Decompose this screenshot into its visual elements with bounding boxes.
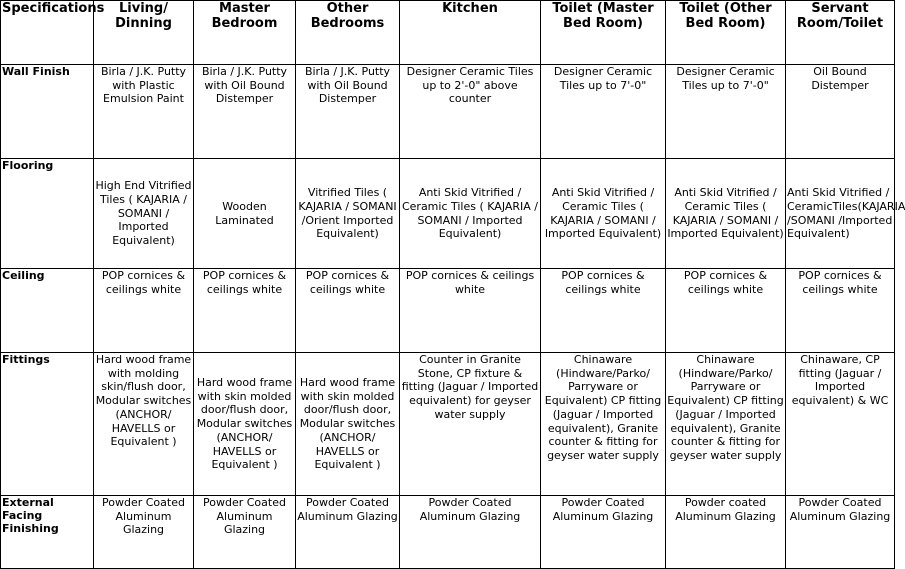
table-cell: POP cornices & ceilings white [400, 269, 541, 353]
table-cell: High End Vitrified Tiles ( KAJARIA / SOMANI / Imported Equivalent) [94, 159, 194, 269]
table-cell: Hard wood frame with molding skin/flush door, Modular switches (ANCHOR/ HAVELLS or Equivalent ) [94, 353, 194, 496]
header-specifications: Specifications [1, 1, 94, 65]
table-cell: Designer Ceramic Tiles up to 7'-0" [541, 65, 666, 159]
table-row-ceiling [1, 269, 895, 353]
table-cell: Anti Skid Vitrified / Ceramic Tiles ( KAJARIA / SOMANI / Imported Equivalent) [541, 159, 666, 269]
table-cell: POP cornices & ceilings white [94, 269, 194, 353]
table-cell: Designer Ceramic Tiles up to 2'-0" above counter [400, 65, 541, 159]
row-label-fittings: Fittings [1, 353, 94, 496]
header-toilet-other: Toilet (Other Bed Room) [666, 1, 786, 65]
table-cell: Powder Coated Aluminum Glazing [541, 496, 666, 569]
table-cell: Chinaware (Hindware/Parko/ Parryware or Equivalent) CP fitting (Jaguar / Imported equivalent), Granite counter & fitting for geyser water supply [541, 353, 666, 496]
header-living-dinning: Living/ Dinning [94, 1, 194, 65]
table-cell: POP cornices & ceilings white [296, 269, 400, 353]
table-row-fittings [1, 353, 895, 496]
table-cell: Powder Coated Aluminum Glazing [194, 496, 296, 569]
table-cell: Vitrified Tiles ( KAJARIA / SOMANI /Orient Imported Equivalent) [296, 159, 400, 269]
table-cell: Counter in Granite Stone, CP fixture & fitting (Jaguar / Imported equivalent) for geyser water supply [400, 353, 541, 496]
table-cell: POP cornices & ceilings white [194, 269, 296, 353]
table-cell: Birla / J.K. Putty with Plastic Emulsion Paint [94, 65, 194, 159]
table-row-flooring [1, 159, 895, 269]
table-cell: Powder Coated Aluminum Glazing [296, 496, 400, 569]
header-toilet-master: Toilet (Master Bed Room) [541, 1, 666, 65]
header-master-bedroom: Master Bedroom [194, 1, 296, 65]
table-cell: Powder Coated Aluminum Glazing [94, 496, 194, 569]
table-cell: Hard wood frame with skin molded door/flush door, Modular switches (ANCHOR/ HAVELLS or Equivalent ) [194, 353, 296, 496]
header-servant-room: Servant Room/Toilet [786, 1, 895, 65]
table-cell: Birla / J.K. Putty with Oil Bound Distemper [296, 65, 400, 159]
table-cell: Oil Bound Distemper [786, 65, 895, 159]
table-cell: Chinaware (Hindware/Parko/ Parryware or Equivalent) CP fitting (Jaguar / Imported equivalent), Granite counter & fitting for geyser water supply [666, 353, 786, 496]
table-row-external-facing [1, 496, 895, 569]
table-cell: Hard wood frame with skin molded door/flush door, Modular switches (ANCHOR/ HAVELLS or Equivalent ) [296, 353, 400, 496]
table-row-wall-finish [1, 65, 895, 159]
table-cell: Powder coated Aluminum Glazing [666, 496, 786, 569]
table-cell: Wooden Laminated [194, 159, 296, 269]
table-cell: Anti Skid Vitrified / CeramicTiles(KAJARIA /SOMANI /Imported Equivalent) [786, 159, 895, 269]
row-label-wall-finish: Wall Finish [1, 65, 94, 159]
table-cell: POP cornices & ceilings white [786, 269, 895, 353]
row-label-flooring: Flooring [1, 159, 94, 269]
header-kitchen: Kitchen [400, 1, 541, 65]
table-cell: Chinaware, CP fitting (Jaguar / Imported equivalent) & WC [786, 353, 895, 496]
table-cell: POP cornices & ceilings white [666, 269, 786, 353]
table-cell: Powder Coated Aluminum Glazing [786, 496, 895, 569]
table-cell: Designer Ceramic Tiles up to 7'-0" [666, 65, 786, 159]
header-row [1, 1, 895, 65]
table-cell: Anti Skid Vitrified / Ceramic Tiles ( KAJARIA / SOMANI / Imported Equivalent) [400, 159, 541, 269]
table-cell: Powder Coated Aluminum Glazing [400, 496, 541, 569]
table-cell: POP cornices & ceilings white [541, 269, 666, 353]
header-other-bedrooms: Other Bedrooms [296, 1, 400, 65]
row-label-ceiling: Ceiling [1, 269, 94, 353]
table-cell: Birla / J.K. Putty with Oil Bound Distemper [194, 65, 296, 159]
row-label-external-facing: External Facing Finishing [1, 496, 94, 569]
table-cell: Anti Skid Vitrified / Ceramic Tiles ( KAJARIA / SOMANI / Imported Equivalent) [666, 159, 786, 269]
